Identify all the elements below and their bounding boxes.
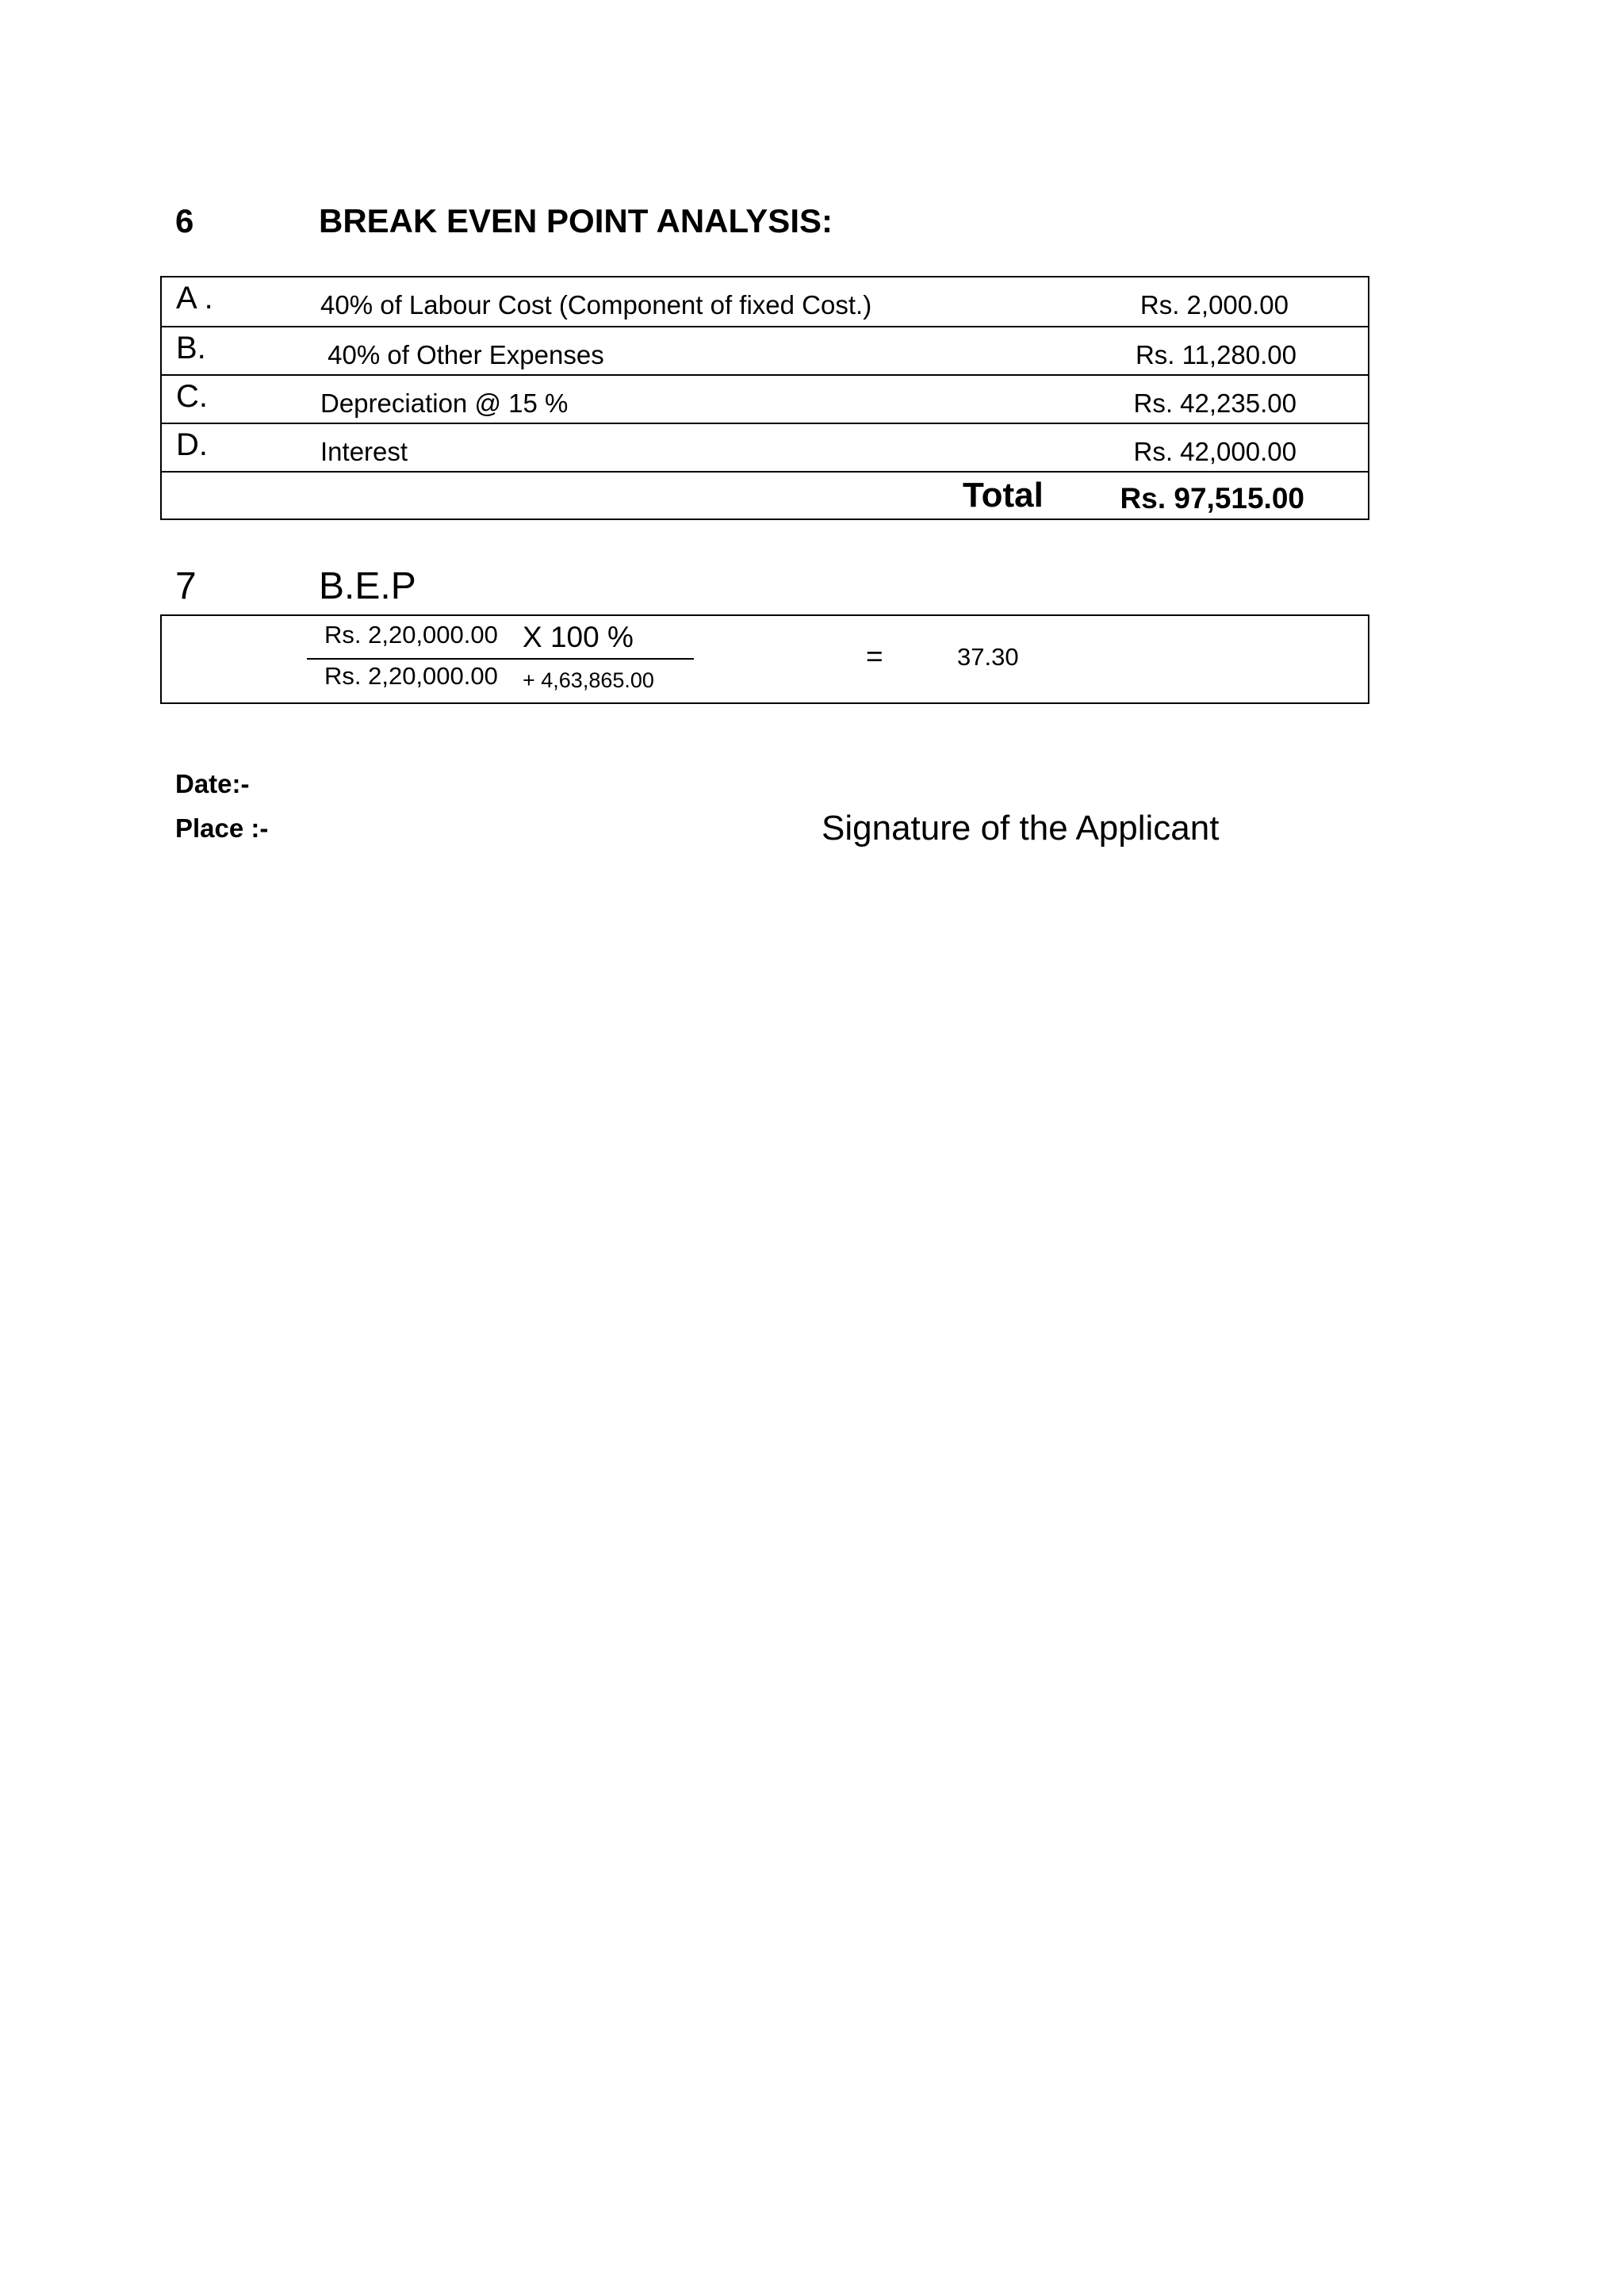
table-row [162, 374, 1368, 423]
row-description: Interest [320, 437, 408, 466]
row-amount: Rs. 2,000.00 [1139, 290, 1289, 320]
row-amount: Rs. 42,235.00 [1133, 388, 1297, 418]
total-label: Total [963, 476, 1044, 515]
row-amount: Rs. 42,000.00 [1133, 437, 1297, 466]
bep-result: 37.30 [957, 643, 1019, 671]
row-letter: C. [176, 379, 208, 414]
table-row [162, 326, 1368, 374]
date-label: Date:- [175, 769, 250, 798]
fraction-line [307, 658, 694, 660]
signature-label: Signature of the Applicant [822, 809, 1220, 848]
row-letter: A . [176, 281, 213, 316]
table-row [162, 277, 1368, 326]
row-description: 40% of Other Expenses [320, 340, 604, 369]
formula-numerator: Rs. 2,20,000.00 [324, 621, 498, 649]
row-letter: B. [176, 331, 206, 365]
bep-formula-box [160, 614, 1369, 704]
equals-sign: = [866, 640, 883, 672]
break-even-table [160, 276, 1369, 520]
section-6-title: BREAK EVEN POINT ANALYSIS: [319, 202, 833, 239]
section-6-number: 6 [175, 202, 194, 239]
row-description: Depreciation @ 15 % [320, 388, 569, 418]
total-row [162, 471, 1368, 519]
row-letter: D. [176, 427, 208, 462]
row-amount: Rs. 11,280.00 [1135, 340, 1297, 369]
formula-denominator-a: Rs. 2,20,000.00 [324, 662, 498, 690]
formula-denominator-b: + 4,63,865.00 [523, 668, 654, 692]
section-7-title: B.E.P [319, 565, 416, 607]
section-7-number: 7 [175, 565, 197, 607]
row-description: 40% of Labour Cost (Component of fixed Cost.) [320, 290, 872, 320]
place-label: Place :- [175, 813, 269, 843]
total-amount: Rs. 97,515.00 [1120, 482, 1304, 515]
formula-multiplier: X 100 % [523, 621, 634, 653]
table-row [162, 423, 1368, 471]
